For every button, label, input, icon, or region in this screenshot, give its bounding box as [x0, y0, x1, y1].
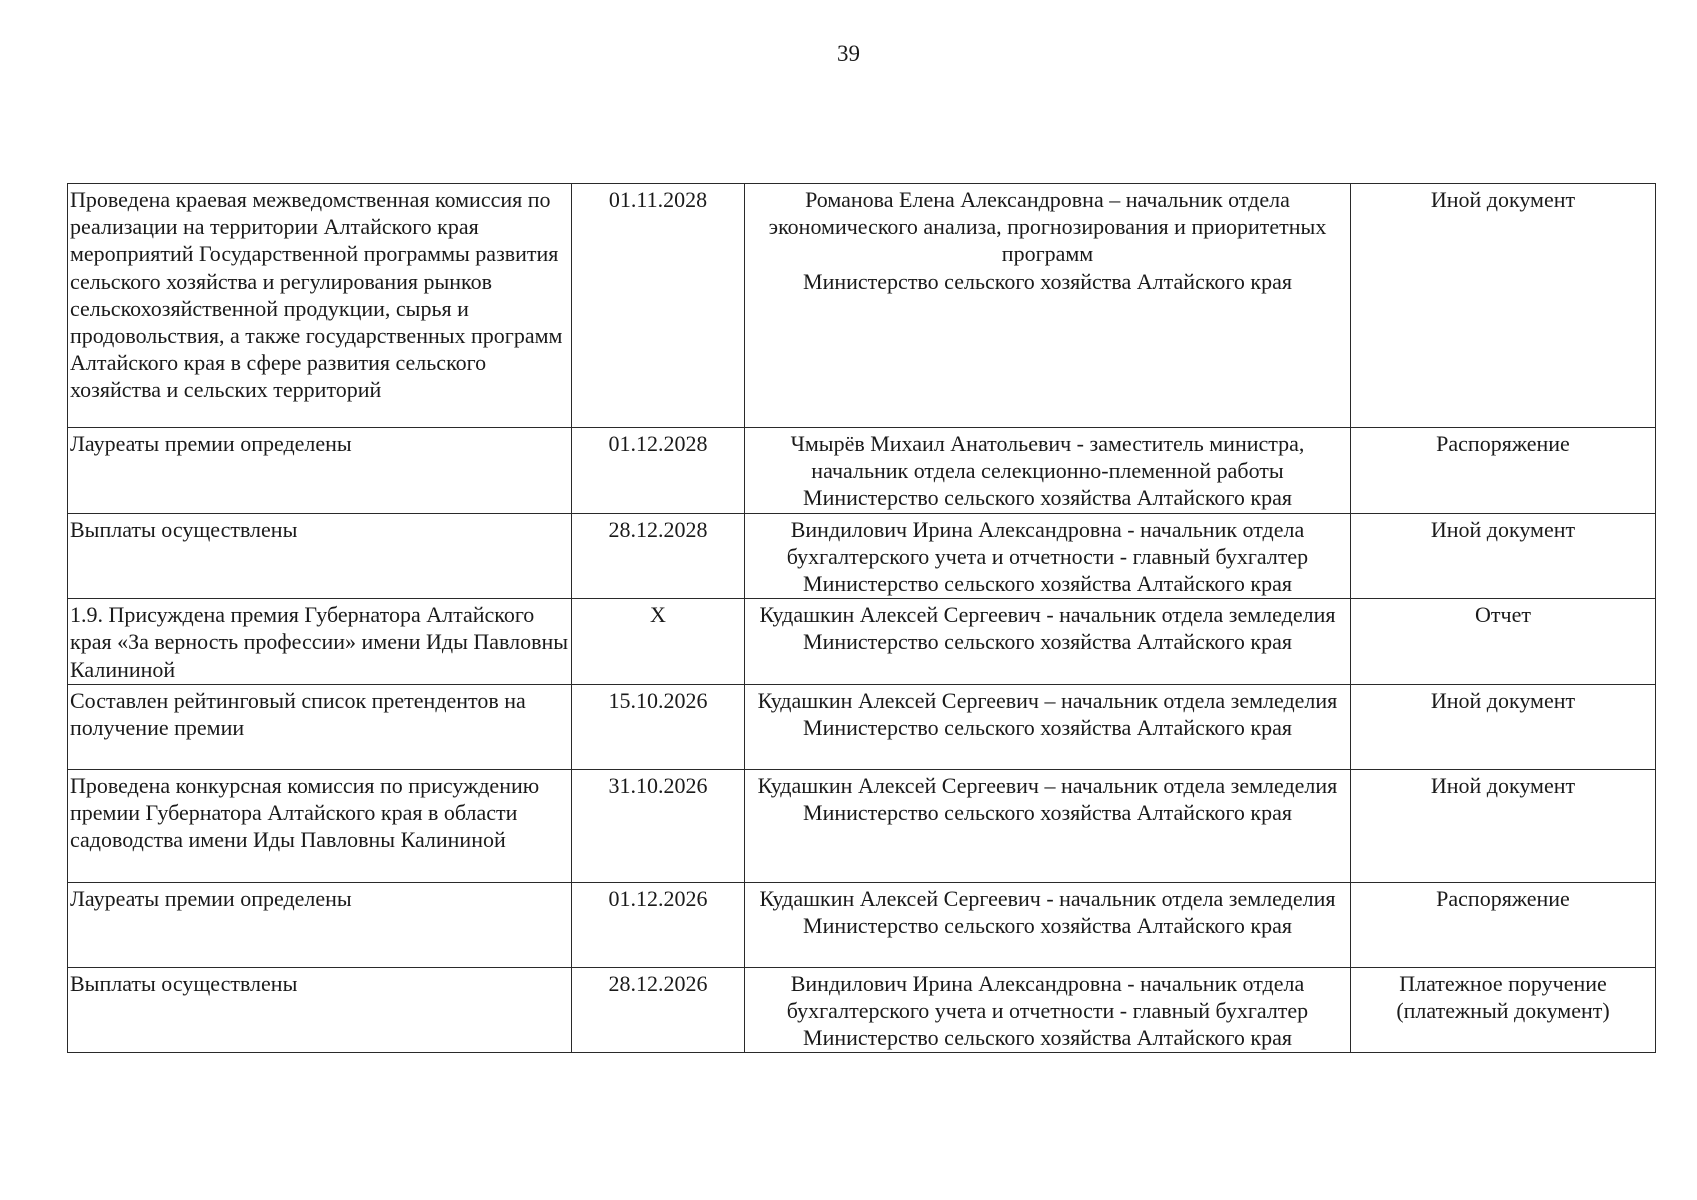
date-cell: 01.12.2026 [572, 882, 745, 967]
document-type-cell: Распоряжение [1351, 428, 1656, 514]
date-cell: Х [572, 599, 745, 685]
date-cell: 01.12.2028 [572, 428, 745, 514]
table-row [68, 967, 1656, 1053]
event-cell: 1.9. Присуждена премия Губернатора Алтайского края «За верность профессии» имени Иды Павловны Калининой [68, 599, 572, 685]
document-type-cell: Отчет [1351, 599, 1656, 685]
date-cell: 28.12.2026 [572, 967, 745, 1053]
responsible-person: Виндилович Ирина Александровна - начальник отдела бухгалтерского учета и отчетности - главный бухгалтер [786, 970, 1309, 1024]
event-cell: Проведена краевая межведомственная комиссия по реализации на территории Алтайского края мероприятий Государственной программы развития сельского хозяйства и регулирования рынков сельскохозяйственной продукции, сырья и продовольствия, а также государственных программ Алтайского края в сфере развития сельского хозяйства и сельских территорий [68, 184, 572, 428]
table-row [68, 882, 1656, 967]
table-row [68, 184, 1656, 428]
document-type-cell: Иной документ [1351, 769, 1656, 882]
responsible-organization: Министерство сельского хозяйства Алтайского края [803, 800, 1292, 826]
responsible-organization: Министерство сельского хозяйства Алтайского края [803, 913, 1292, 939]
table-row [68, 684, 1656, 769]
page-number: 39 [837, 41, 860, 66]
plan-table [67, 183, 1656, 1053]
document-type-cell: Иной документ [1351, 684, 1656, 769]
responsible-cell [745, 882, 1351, 967]
table-row [68, 769, 1656, 882]
event-cell: Составлен рейтинговый список претендентов на получение премии [68, 684, 572, 769]
responsible-organization: Министерство сельского хозяйства Алтайского края [803, 485, 1292, 511]
event-cell: Выплаты осуществлены [68, 967, 572, 1053]
date-cell: 15.10.2026 [572, 684, 745, 769]
table-row [68, 428, 1656, 514]
date-cell: 28.12.2028 [572, 513, 745, 599]
responsible-cell [745, 513, 1351, 599]
responsible-organization: Министерство сельского хозяйства Алтайского края [803, 571, 1292, 597]
document-type-cell: Иной документ [1351, 513, 1656, 599]
responsible-organization: Министерство сельского хозяйства Алтайского края [803, 268, 1292, 294]
table-row [68, 599, 1656, 685]
responsible-person: Романова Елена Александровна – начальник отдела экономического анализа, прогнозирования и приоритетных программ [768, 187, 1327, 267]
responsible-person: Виндилович Ирина Александровна - начальник отдела бухгалтерского учета и отчетности - главный бухгалтер [786, 516, 1309, 569]
event-cell: Выплаты осуществлены [68, 513, 572, 599]
responsible-organization: Министерство сельского хозяйства Алтайского края [803, 1025, 1292, 1051]
responsible-organization: Министерство сельского хозяйства Алтайского края [803, 629, 1292, 655]
responsible-person: Чмырёв Михаил Анатольевич - заместитель министра, начальник отдела селекционно-племенной работы [790, 431, 1305, 484]
responsible-person: Кудашкин Алексей Сергеевич – начальник отдела земледелия [757, 687, 1338, 713]
event-cell: Лауреаты премии определены [68, 428, 572, 514]
event-cell: Проведена конкурсная комиссия по присуждению премии Губернатора Алтайского края в области садоводства имени Иды Павловны Калининой [68, 769, 572, 882]
responsible-person: Кудашкин Алексей Сергеевич – начальник отдела земледелия [757, 772, 1338, 798]
responsible-organization: Министерство сельского хозяйства Алтайского края [803, 715, 1292, 741]
responsible-cell [745, 769, 1351, 882]
responsible-cell [745, 184, 1351, 428]
document-type-cell: Иной документ [1351, 184, 1656, 428]
table-row [68, 513, 1656, 599]
document-type-cell: Распоряжение [1351, 882, 1656, 967]
document-type-cell: Платежное поручение (платежный документ) [1351, 967, 1656, 1053]
responsible-cell [745, 967, 1351, 1053]
event-cell: Лауреаты премии определены [68, 882, 572, 967]
responsible-person: Кудашкин Алексей Сергеевич - начальник отдела земледелия [759, 602, 1336, 628]
responsible-cell [745, 428, 1351, 514]
date-cell: 01.11.2028 [572, 184, 745, 428]
responsible-cell [745, 599, 1351, 685]
responsible-person: Кудашкин Алексей Сергеевич - начальник отдела земледелия [759, 885, 1336, 911]
responsible-cell [745, 684, 1351, 769]
date-cell: 31.10.2026 [572, 769, 745, 882]
